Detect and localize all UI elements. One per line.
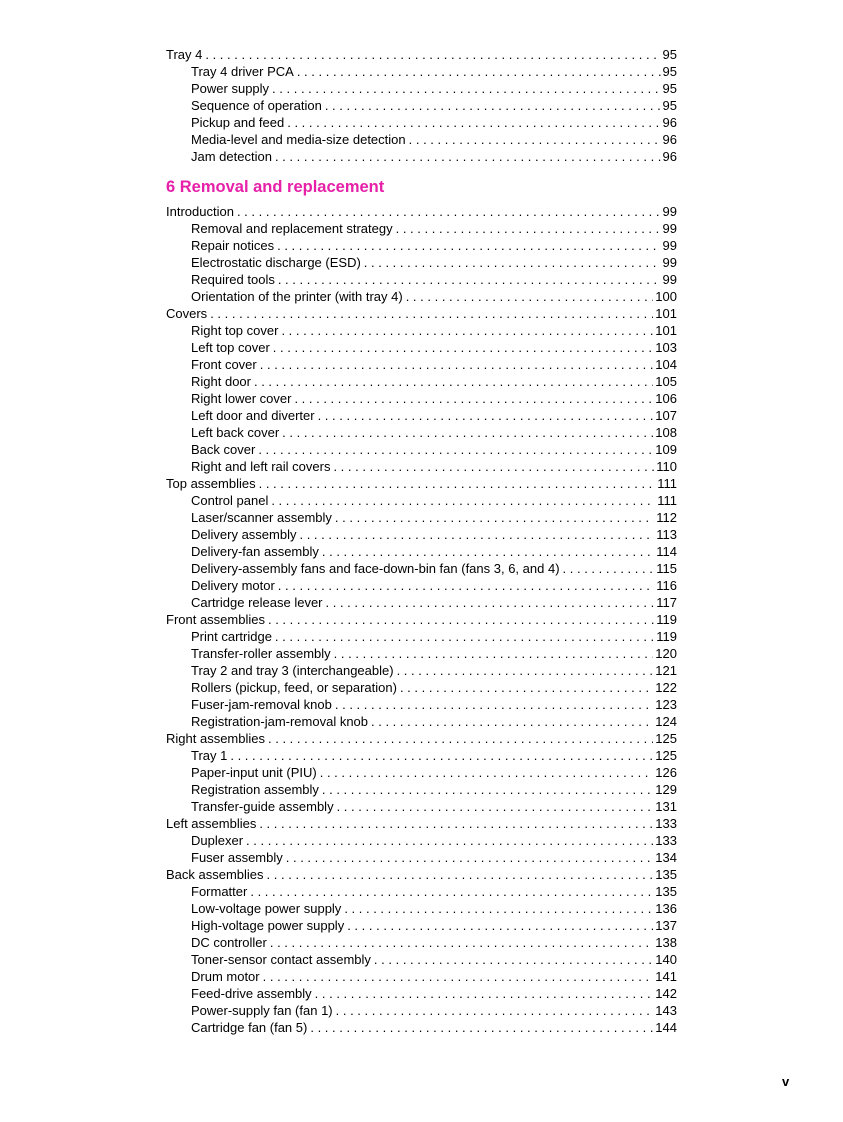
toc-entry[interactable]: [166, 203, 677, 220]
toc-entry[interactable]: [166, 322, 677, 339]
toc-entry-title: Drum motor: [191, 969, 260, 984]
toc-entry[interactable]: [166, 662, 677, 679]
toc-entry-title: Media-level and media-size detection: [191, 132, 406, 147]
toc-entry[interactable]: [166, 832, 677, 849]
toc-entry-page: 135: [655, 867, 677, 882]
toc-entry-title: High-voltage power supply: [191, 918, 345, 933]
toc-entry[interactable]: [166, 305, 677, 322]
dot-leader: [397, 662, 654, 679]
dot-leader: [268, 730, 653, 747]
toc-entry-title: Left top cover: [191, 340, 270, 355]
toc-entry-title: Jam detection: [191, 149, 272, 164]
toc-entry-title: Duplexer: [191, 833, 244, 848]
toc-entry-page: 117: [656, 595, 677, 610]
dot-leader: [271, 492, 655, 509]
toc-entry-title: Sequence of operation: [191, 98, 322, 113]
toc-entry-title: Left back cover: [191, 425, 280, 440]
toc-entry-title: Cartridge release lever: [191, 595, 323, 610]
toc-entry-page: 95: [662, 47, 677, 62]
toc-entry-title: Right and left rail covers: [191, 459, 331, 474]
toc-entry-title: Back cover: [191, 442, 256, 457]
dot-leader: [263, 968, 654, 985]
toc-entry-page: 111: [657, 476, 677, 491]
toc-entry-page: 116: [656, 578, 677, 593]
toc-entry-title: Print cartridge: [191, 629, 272, 644]
toc-entry-title: Required tools: [191, 272, 275, 287]
toc-entry[interactable]: [166, 934, 677, 951]
toc-entry[interactable]: [166, 543, 677, 560]
toc-entry[interactable]: [166, 407, 677, 424]
dot-leader: [294, 390, 653, 407]
toc-entry-title: Top assemblies: [166, 476, 256, 491]
toc-entry-page: 103: [655, 340, 677, 355]
toc-entry-page: 114: [656, 544, 677, 559]
dot-leader: [259, 815, 653, 832]
toc-entry[interactable]: [166, 441, 677, 458]
toc-entry-title: Delivery assembly: [191, 527, 297, 542]
toc-entry-title: Left door and diverter: [191, 408, 315, 423]
toc-entry[interactable]: [166, 645, 677, 662]
toc-entry[interactable]: [166, 781, 677, 798]
toc-entry-title: Right lower cover: [191, 391, 292, 406]
toc-entry[interactable]: [166, 900, 677, 917]
toc-entry-page: 95: [662, 81, 677, 96]
toc-entry-page: 126: [655, 765, 677, 780]
toc-entry-page: 112: [656, 510, 677, 525]
toc-entry-page: 142: [655, 986, 677, 1001]
toc-entry[interactable]: [166, 356, 677, 373]
toc-entry[interactable]: [166, 390, 677, 407]
toc-entry[interactable]: [166, 951, 677, 968]
toc-entry-title: Tray 4 driver PCA: [191, 64, 294, 79]
toc-entry[interactable]: [166, 492, 677, 509]
toc-entry-page: 119: [656, 612, 677, 627]
dot-leader: [275, 148, 661, 165]
toc-entry[interactable]: [166, 815, 677, 832]
dot-leader: [325, 97, 661, 114]
dot-leader: [282, 424, 653, 441]
toc-entry-page: 109: [655, 442, 677, 457]
dot-leader: [250, 883, 653, 900]
toc-entry-page: 121: [655, 663, 677, 678]
chapter-heading: 6 Removal and replacement: [166, 178, 385, 196]
table-of-contents: [166, 46, 677, 1036]
dot-leader: [278, 577, 654, 594]
dot-leader: [273, 339, 654, 356]
toc-entry[interactable]: [166, 475, 677, 492]
toc-entry-title: Tray 2 and tray 3 (interchangeable): [191, 663, 394, 678]
toc-entry[interactable]: [166, 713, 677, 730]
toc-entry-title: Tray 4: [166, 47, 203, 62]
toc-section-tray4: [166, 46, 677, 165]
toc-entry-title: Covers: [166, 306, 208, 321]
toc-entry-title: Control panel: [191, 493, 269, 508]
dot-leader: [315, 985, 654, 1002]
dot-leader: [278, 271, 661, 288]
toc-entry-title: Registration assembly: [191, 782, 319, 797]
dot-leader: [400, 679, 653, 696]
dot-leader: [326, 594, 655, 611]
toc-entry[interactable]: [166, 46, 677, 63]
toc-entry[interactable]: [166, 747, 677, 764]
toc-entry-page: 104: [655, 357, 677, 372]
toc-entry[interactable]: [166, 866, 677, 883]
toc-entry-page: 96: [662, 115, 677, 130]
toc-entry-title: Transfer-roller assembly: [191, 646, 331, 661]
dot-leader: [267, 866, 654, 883]
toc-entry-page: 111: [657, 493, 677, 508]
toc-entry-page: 124: [655, 714, 677, 729]
toc-entry-page: 141: [655, 969, 677, 984]
toc-entry[interactable]: [166, 560, 677, 577]
toc-entry-page: 138: [655, 935, 677, 950]
toc-entry-page: 119: [656, 629, 677, 644]
dot-leader: [320, 764, 654, 781]
toc-entry[interactable]: [166, 679, 677, 696]
toc-entry[interactable]: [166, 509, 677, 526]
dot-leader: [347, 917, 653, 934]
page-number: v: [782, 1074, 790, 1089]
dot-leader: [396, 220, 661, 237]
toc-entry[interactable]: [166, 611, 677, 628]
dot-leader: [275, 628, 654, 645]
toc-entry-page: 129: [655, 782, 677, 797]
toc-entry[interactable]: [166, 220, 677, 237]
dot-leader: [344, 900, 653, 917]
toc-entry-page: 113: [656, 527, 677, 542]
toc-entry-title: Cartridge fan (fan 5): [191, 1020, 308, 1035]
toc-entry-title: Pickup and feed: [191, 115, 285, 130]
dot-leader: [259, 475, 656, 492]
dot-leader: [205, 46, 660, 63]
toc-entry-page: 144: [655, 1020, 677, 1035]
dot-leader: [364, 254, 661, 271]
toc-entry[interactable]: [166, 131, 677, 148]
dot-leader: [230, 747, 653, 764]
dot-leader: [210, 305, 653, 322]
dot-leader: [237, 203, 661, 220]
toc-entry-page: 123: [655, 697, 677, 712]
toc-entry-title: Tray 1: [191, 748, 228, 763]
toc-entry-title: Paper-input unit (PIU): [191, 765, 317, 780]
toc-entry-page: 122: [655, 680, 677, 695]
dot-leader: [272, 80, 660, 97]
dot-leader: [287, 114, 660, 131]
toc-entry-title: Fuser assembly: [191, 850, 283, 865]
toc-entry-title: Delivery-fan assembly: [191, 544, 319, 559]
toc-entry-page: 99: [662, 238, 677, 253]
toc-entry[interactable]: [166, 849, 677, 866]
toc-entry[interactable]: [166, 271, 677, 288]
dot-leader: [334, 645, 654, 662]
toc-entry-page: 107: [655, 408, 677, 423]
dot-leader: [270, 934, 653, 951]
toc-entry-title: Fuser-jam-removal knob: [191, 697, 332, 712]
dot-leader: [254, 373, 653, 390]
toc-entry[interactable]: [166, 594, 677, 611]
toc-entry-title: Right top cover: [191, 323, 279, 338]
dot-leader: [333, 458, 654, 475]
dot-leader: [297, 63, 661, 80]
toc-entry[interactable]: [166, 917, 677, 934]
toc-entry-page: 125: [655, 748, 677, 763]
toc-entry-page: 96: [662, 132, 677, 147]
toc-entry-page: 125: [655, 731, 677, 746]
toc-entry[interactable]: [166, 254, 677, 271]
toc-entry-page: 101: [655, 323, 677, 338]
dot-leader: [277, 237, 660, 254]
toc-entry[interactable]: [166, 148, 677, 165]
toc-entry-title: DC controller: [191, 935, 267, 950]
dot-leader: [336, 1002, 654, 1019]
toc-entry-title: Right door: [191, 374, 251, 389]
toc-entry[interactable]: [166, 526, 677, 543]
toc-entry-page: 115: [656, 561, 677, 576]
toc-entry-page: 100: [655, 289, 677, 304]
toc-entry-page: 99: [662, 221, 677, 236]
toc-entry[interactable]: [166, 883, 677, 900]
toc-entry-title: Power-supply fan (fan 1): [191, 1003, 333, 1018]
dot-leader: [260, 356, 654, 373]
toc-entry-page: 95: [662, 64, 677, 79]
dot-leader: [406, 288, 654, 305]
toc-entry[interactable]: [166, 424, 677, 441]
toc-entry-page: 101: [655, 306, 677, 321]
toc-entry[interactable]: [166, 339, 677, 356]
toc-entry-title: Feed-drive assembly: [191, 986, 312, 1001]
toc-entry[interactable]: [166, 985, 677, 1002]
dot-leader: [374, 951, 653, 968]
toc-entry[interactable]: [166, 63, 677, 80]
toc-entry-page: 143: [655, 1003, 677, 1018]
toc-entry[interactable]: [166, 114, 677, 131]
dot-leader: [337, 798, 654, 815]
toc-entry-title: Front assemblies: [166, 612, 265, 627]
toc-entry-title: Electrostatic discharge (ESD): [191, 255, 361, 270]
dot-leader: [299, 526, 654, 543]
dot-leader: [409, 131, 661, 148]
toc-entry-page: 99: [662, 204, 677, 219]
toc-entry-title: Laser/scanner assembly: [191, 510, 332, 525]
toc-entry[interactable]: [166, 628, 677, 645]
toc-entry-title: Back assemblies: [166, 867, 264, 882]
toc-entry-page: 140: [655, 952, 677, 967]
dot-leader: [310, 1019, 653, 1036]
toc-entry[interactable]: [166, 798, 677, 815]
toc-entry-title: Left assemblies: [166, 816, 257, 831]
toc-entry-page: 108: [655, 425, 677, 440]
toc-entry-page: 95: [662, 98, 677, 113]
toc-section-removal: [166, 203, 677, 1036]
toc-entry-title: Registration-jam-removal knob: [191, 714, 369, 729]
toc-entry-title: Introduction: [166, 204, 234, 219]
toc-entry-page: 133: [655, 816, 677, 831]
toc-entry[interactable]: [166, 968, 677, 985]
toc-entry-title: Front cover: [191, 357, 257, 372]
toc-entry-page: 136: [655, 901, 677, 916]
toc-entry[interactable]: [166, 237, 677, 254]
toc-entry-title: Transfer-guide assembly: [191, 799, 334, 814]
toc-entry[interactable]: [166, 80, 677, 97]
toc-entry-title: Rollers (pickup, feed, or separation): [191, 680, 397, 695]
dot-leader: [268, 611, 654, 628]
toc-entry-title: Delivery-assembly fans and face-down-bin fan (fans 3, 6, and 4): [191, 561, 560, 576]
toc-entry-page: 120: [655, 646, 677, 661]
toc-entry[interactable]: [166, 458, 677, 475]
toc-entry-title: Removal and replacement strategy: [191, 221, 393, 236]
dot-leader: [246, 832, 653, 849]
toc-entry[interactable]: [166, 764, 677, 781]
toc-entry-page: 131: [655, 799, 677, 814]
dot-leader: [318, 407, 654, 424]
toc-entry[interactable]: [166, 288, 677, 305]
toc-entry[interactable]: [166, 373, 677, 390]
toc-entry-page: 96: [662, 149, 677, 164]
toc-entry-title: Right assemblies: [166, 731, 265, 746]
toc-entry-page: 99: [662, 255, 677, 270]
dot-leader: [281, 322, 653, 339]
toc-entry-title: Orientation of the printer (with tray 4): [191, 289, 403, 304]
toc-entry-title: Toner-sensor contact assembly: [191, 952, 371, 967]
toc-entry-title: Power supply: [191, 81, 270, 96]
toc-entry-page: 105: [655, 374, 677, 389]
toc-entry-page: 137: [655, 918, 677, 933]
toc-entry-title: Low-voltage power supply: [191, 901, 342, 916]
dot-leader: [335, 696, 653, 713]
dot-leader: [322, 543, 654, 560]
dot-leader: [563, 560, 655, 577]
toc-entry-page: 99: [662, 272, 677, 287]
toc-entry[interactable]: [166, 1002, 677, 1019]
dot-leader: [371, 713, 653, 730]
dot-leader: [286, 849, 654, 866]
toc-entry-page: 106: [655, 391, 677, 406]
toc-entry-page: 110: [656, 459, 677, 474]
toc-entry-title: Delivery motor: [191, 578, 275, 593]
toc-entry-title: Repair notices: [191, 238, 275, 253]
toc-entry[interactable]: [166, 730, 677, 747]
dot-leader: [258, 441, 653, 458]
toc-entry-page: 133: [655, 833, 677, 848]
toc-entry[interactable]: [166, 1019, 677, 1036]
toc-entry[interactable]: [166, 97, 677, 114]
toc-entry-title: Formatter: [191, 884, 248, 899]
toc-entry[interactable]: [166, 696, 677, 713]
dot-leader: [322, 781, 653, 798]
toc-entry[interactable]: [166, 577, 677, 594]
dot-leader: [335, 509, 654, 526]
toc-entry-page: 135: [655, 884, 677, 899]
toc-entry-page: 134: [655, 850, 677, 865]
